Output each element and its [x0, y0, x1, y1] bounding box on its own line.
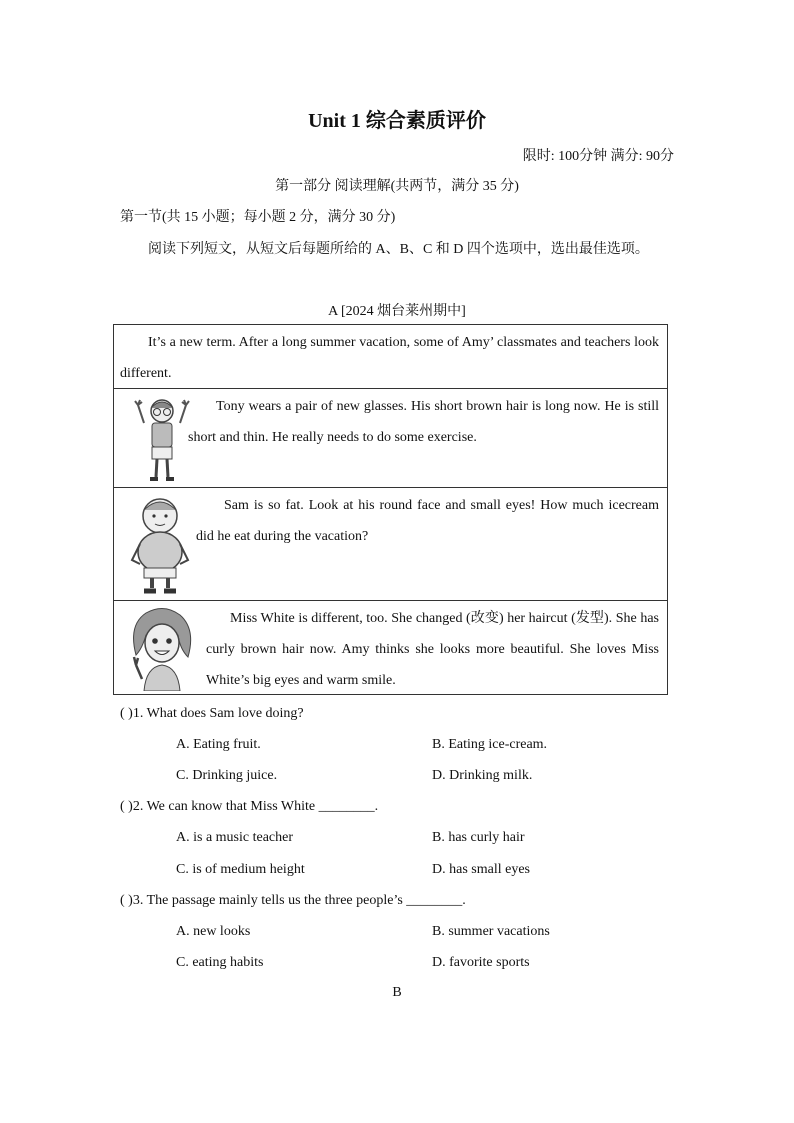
- question-2-stem: ( )2. We can know that Miss White ________.: [120, 799, 379, 814]
- page-title: Unit 1 综合素质评价: [308, 110, 486, 132]
- tony-row: [114, 389, 667, 488]
- question-1-option-b[interactable]: B. Eating ice-cream.: [432, 737, 548, 752]
- sam-text: Sam is so fat. Look at his round face and small eyes! How much icecream did he eat during the vacation?: [196, 498, 659, 544]
- question-3-stem: ( )3. The passage mainly tells us the three people’s ________.: [120, 893, 466, 908]
- sam-illustration: [128, 492, 194, 596]
- question-3-option-d[interactable]: D. favorite sports: [432, 955, 530, 970]
- question-1-option-d[interactable]: D. Drinking milk.: [432, 768, 533, 783]
- sam-row: [114, 488, 667, 601]
- miss-white-text: Miss White is different, too. She changed (改变) her haircut (发型). She has curly brown hair now. Amy thinks she looks more beautiful. She loves Miss White’s big eyes and warm smile.: [206, 611, 659, 688]
- passage-a-table: [113, 324, 668, 695]
- question-1-option-c[interactable]: C. Drinking juice.: [176, 768, 278, 783]
- intro-text: It’s a new term. After a long summer vacation, some of Amy’ classmates and teachers look different.: [120, 335, 659, 381]
- section-heading: 第一节(共 15 小题；每小题 2 分，满分 30 分): [120, 210, 396, 225]
- question-2-option-b[interactable]: B. has curly hair: [432, 830, 525, 845]
- question-1-stem: ( )1. What does Sam love doing?: [120, 706, 304, 721]
- instructions: 阅读下列短文，从短文后每题所给的 A、B、C 和 D 四个选项中，选出最佳选项。: [148, 242, 649, 257]
- tony-text: Tony wears a pair of new glasses. His short brown hair is long now. He is still short and thin. He really needs to do some exercise.: [188, 399, 659, 445]
- passage-a-title: A [2024 烟台莱州期中]: [328, 304, 466, 319]
- question-2-option-d[interactable]: D. has small eyes: [432, 862, 530, 877]
- question-2-option-c[interactable]: C. is of medium height: [176, 862, 305, 877]
- part-heading: 第一部分 阅读理解(共两节，满分 35 分): [275, 179, 519, 194]
- question-2-option-a[interactable]: A. is a music teacher: [176, 830, 294, 845]
- question-3-option-a[interactable]: A. new looks: [176, 924, 251, 939]
- miss-white-row: [114, 601, 667, 695]
- question-3-option-b[interactable]: B. summer vacations: [432, 924, 550, 939]
- passage-b-title: B: [392, 985, 402, 1000]
- intro-row: [114, 325, 667, 389]
- tony-illustration: [132, 393, 192, 485]
- question-1-option-a[interactable]: A. Eating fruit.: [176, 737, 261, 752]
- time-score-limit: 限时: 100分钟 满分: 90分: [522, 149, 674, 164]
- question-3-option-c[interactable]: C. eating habits: [176, 955, 264, 970]
- miss-white-illustration: [124, 605, 198, 691]
